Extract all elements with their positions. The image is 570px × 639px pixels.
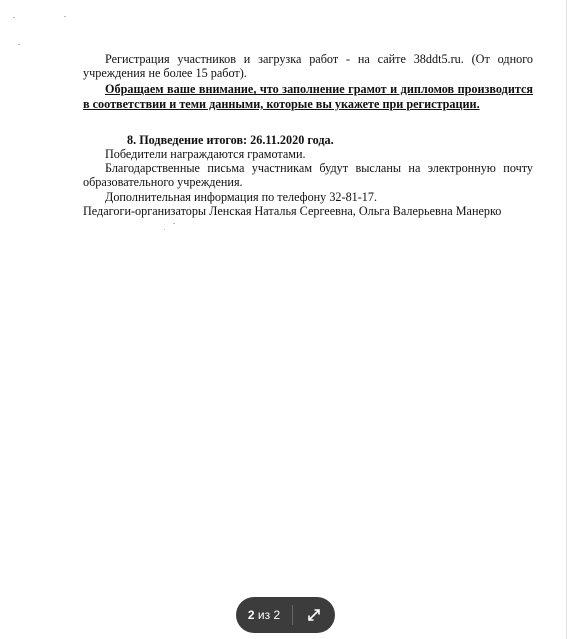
section-number: 8. (127, 132, 137, 147)
page-indicator (236, 608, 292, 622)
winners-paragraph: Победители награждаются грамотами. (105, 147, 306, 162)
organizers-paragraph: Педагоги-организаторы Ленская Наталья Сергеевна, Ольга Валерьевна Манерко (83, 203, 502, 218)
scan-speck (173, 223, 175, 224)
scan-speck (164, 229, 165, 230)
letters-paragraph: Благодарственные письма участникам будут высланы на электронную почту образовательного учреждения. (83, 161, 533, 190)
document-body (83, 52, 533, 218)
scan-speck (64, 16, 66, 17)
scan-speck (13, 17, 15, 18)
total-pages: 2 (273, 608, 281, 622)
section-title: Подведение итогов: 26.11.2020 года. (139, 132, 334, 147)
page-of-label: из (257, 608, 271, 622)
registration-paragraph: Регистрация участников и загрузка работ - на сайте 38ddt5.ru. (От одного учреждения не более 15 работ). (83, 52, 533, 81)
phone-paragraph: Дополнительная информация по телефону 32-81-17. (105, 189, 378, 204)
current-page: 2 (247, 608, 255, 622)
notice-paragraph: Обращаем ваше внимание, что заполнение грамот и дипломов производится в соответствии и теми данными, которые вы укажете при регистрации. (83, 82, 533, 111)
expand-button[interactable] (293, 597, 335, 633)
section-heading (83, 133, 533, 147)
expand-arrows-icon (307, 608, 321, 622)
scan-speck (18, 44, 20, 45)
viewer-toolbar (236, 597, 335, 633)
